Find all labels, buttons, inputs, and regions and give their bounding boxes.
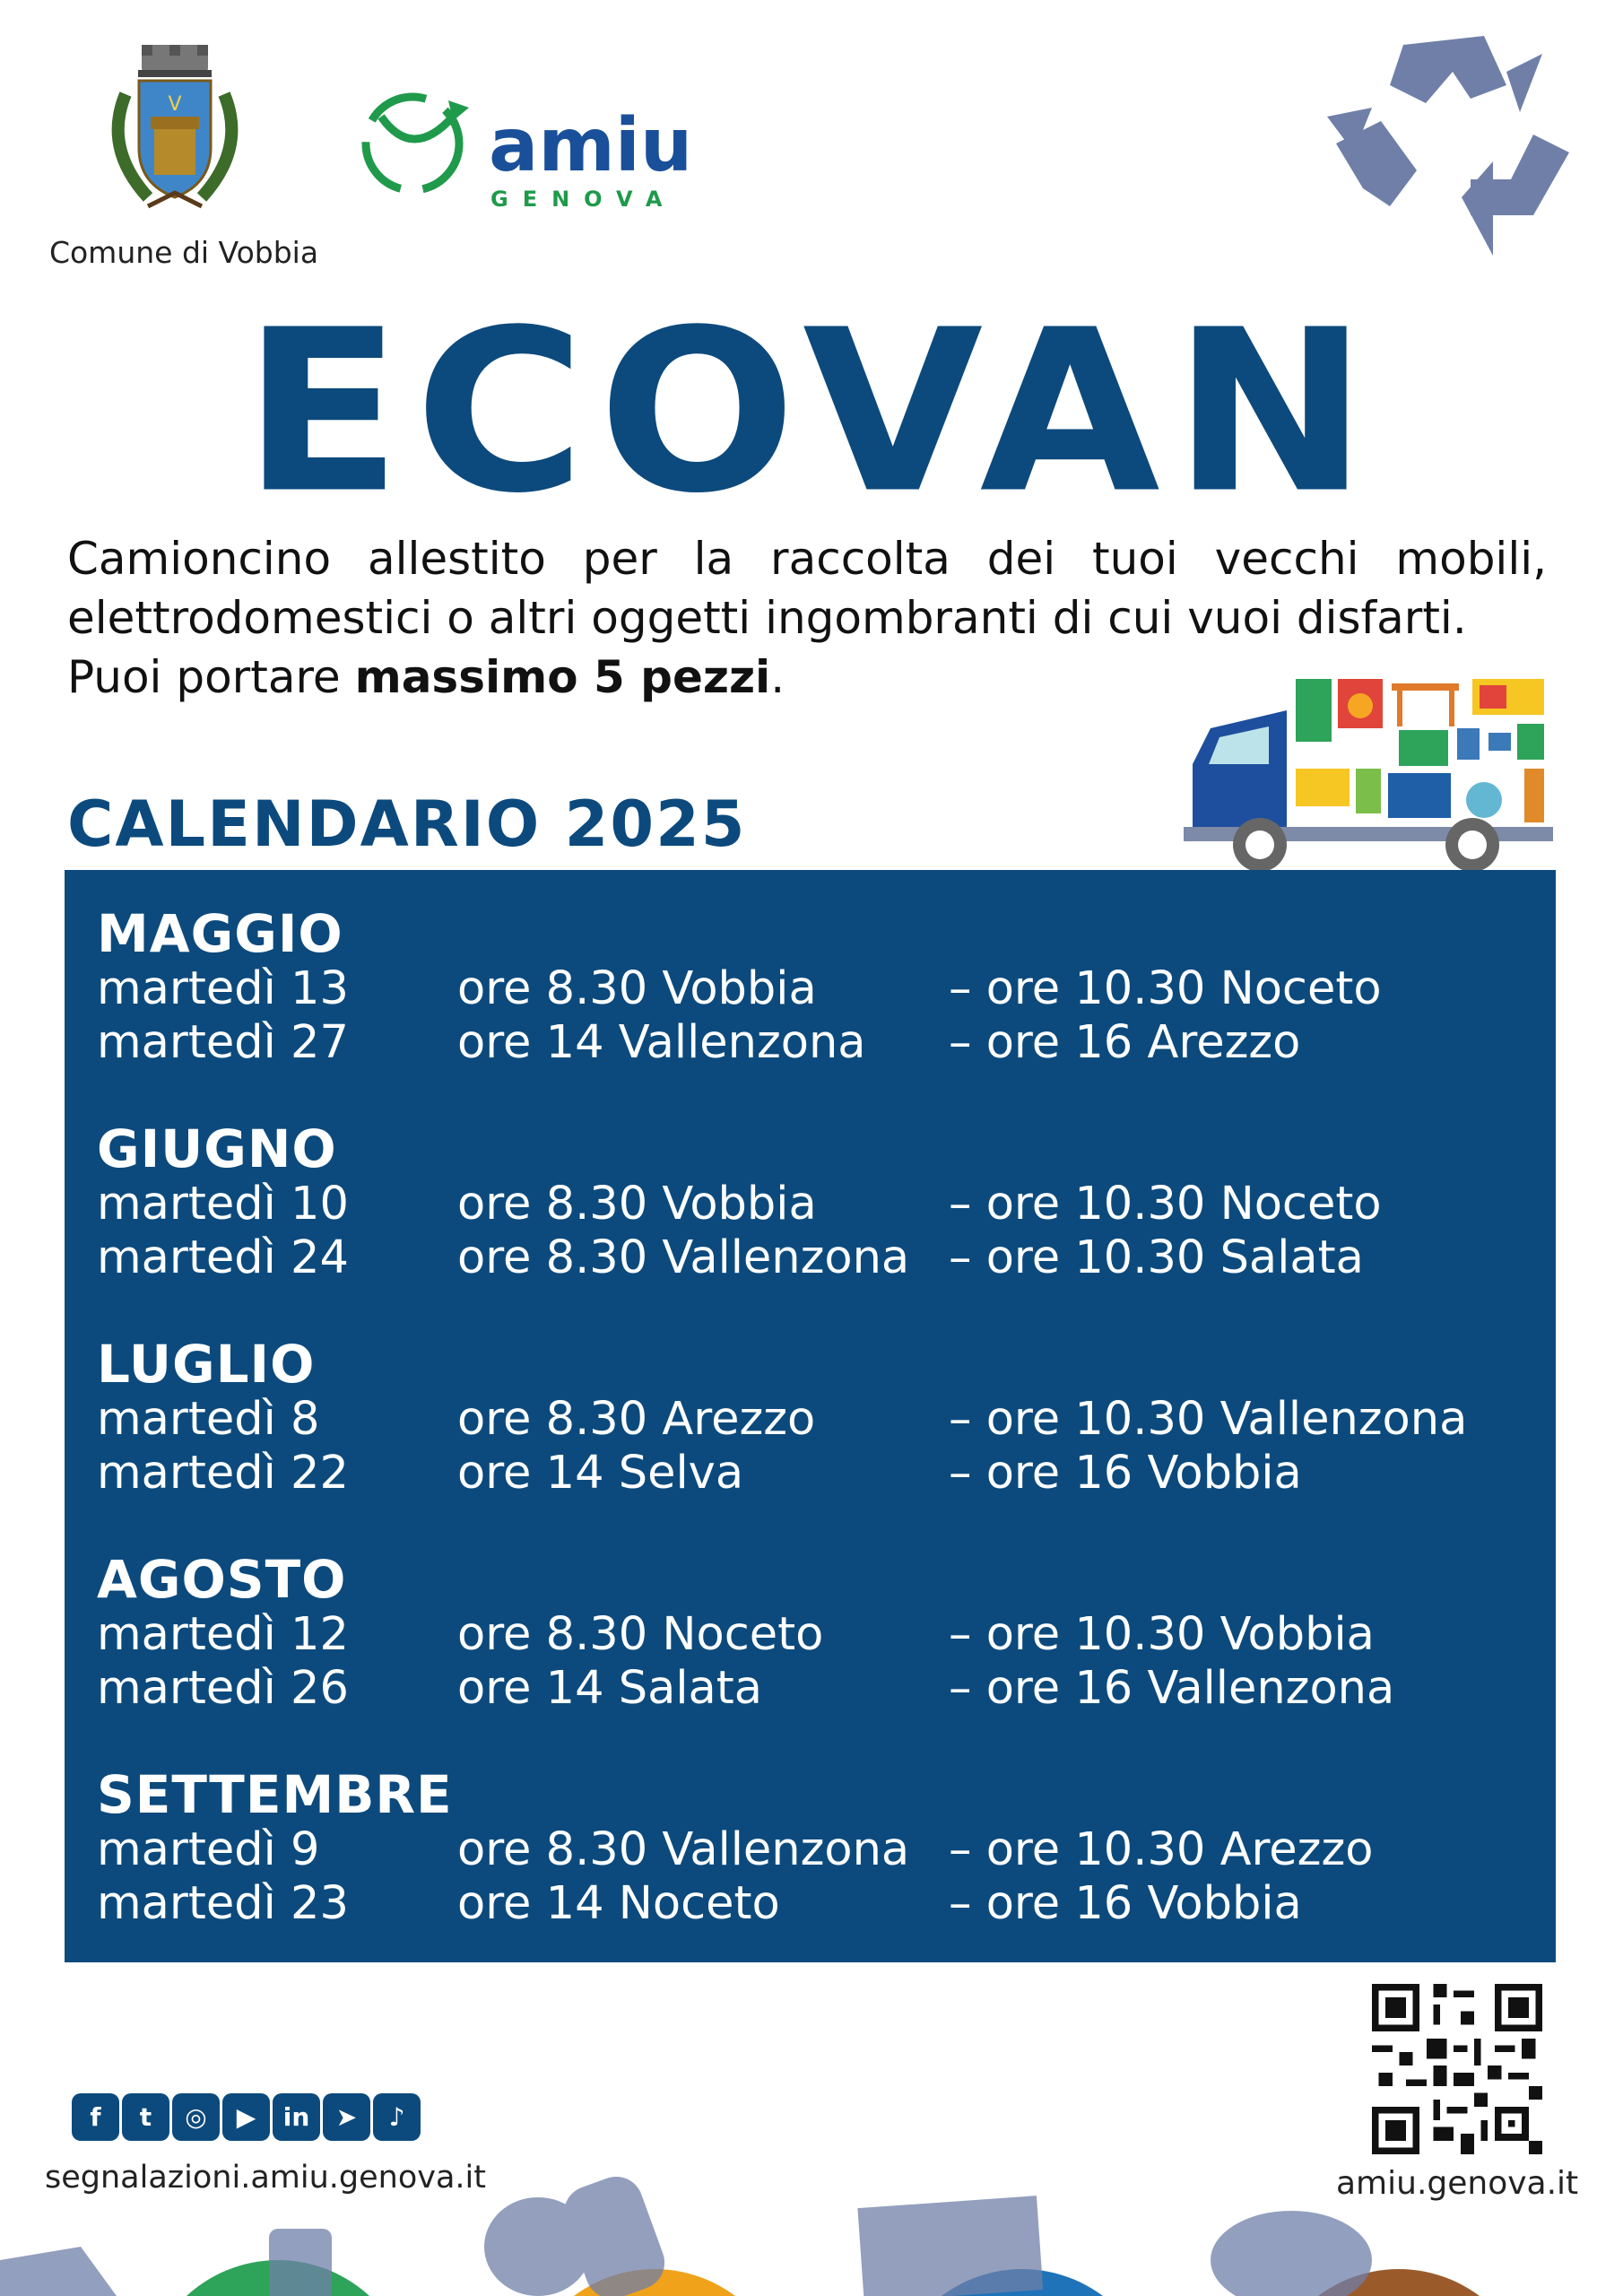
- tiktok-icon[interactable]: ♪: [373, 2093, 421, 2141]
- row-date: martedì 22: [97, 1447, 349, 1500]
- row-first-stop: ore 14 Salata: [457, 1662, 763, 1715]
- row-second-stop: – ore 16 Vobbia: [949, 1447, 1302, 1500]
- row-second-stop: – ore 10.30 Vallenzona: [949, 1393, 1468, 1446]
- row-date: martedì 13: [97, 962, 349, 1015]
- amiu-genova-logo: [354, 81, 695, 215]
- calendar-row: [65, 1877, 1556, 1931]
- qr-code: [1372, 1984, 1542, 2154]
- calendar-row: [65, 1016, 1556, 1070]
- row-second-stop: – ore 10.30 Arezzo: [949, 1823, 1374, 1876]
- row-second-stop: – ore 10.30 Salata: [949, 1231, 1364, 1284]
- intro-line1: Camioncino allestito per la raccolta dei tuoi vecchi mobili, elettrodomestici o altri oggetti ingombranti di cui vuoi disfarti.: [67, 533, 1547, 644]
- calendar-row: [65, 1823, 1556, 1877]
- row-first-stop: ore 8.30 Vobbia: [457, 1178, 817, 1231]
- calendar-row: [65, 1178, 1556, 1231]
- intro-line2-suffix: .: [770, 651, 785, 703]
- row-first-stop: ore 8.30 Vallenzona: [457, 1231, 910, 1284]
- row-second-stop: – ore 10.30 Vobbia: [949, 1608, 1375, 1661]
- telegram-icon[interactable]: ➤: [323, 2093, 370, 2141]
- segnalazioni-link[interactable]: segnalazioni.amiu.genova.it: [45, 2160, 486, 2196]
- facebook-icon[interactable]: f: [72, 2093, 119, 2141]
- row-date: martedì 26: [97, 1662, 349, 1715]
- row-date: martedì 12: [97, 1608, 349, 1661]
- row-first-stop: ore 8.30 Vobbia: [457, 962, 817, 1015]
- youtube-icon[interactable]: ▶: [222, 2093, 270, 2141]
- month-maggio: MAGGIO: [97, 903, 343, 964]
- calendar-row: [65, 1608, 1556, 1662]
- linkedin-icon[interactable]: in: [273, 2093, 320, 2141]
- row-second-stop: – ore 16 Vallenzona: [949, 1662, 1395, 1715]
- intro-line2-prefix: Puoi portare: [67, 651, 355, 703]
- site-link[interactable]: amiu.genova.it: [1336, 2165, 1579, 2202]
- svg-text:V: V: [168, 93, 182, 116]
- calendar-row: [65, 962, 1556, 1016]
- page-title: ECOVAN: [242, 283, 1381, 543]
- truck-illustration: [1184, 674, 1560, 872]
- row-first-stop: ore 8.30 Vallenzona: [457, 1823, 910, 1876]
- social-icons: [72, 2093, 421, 2144]
- row-date: martedì 9: [97, 1823, 320, 1876]
- calendar-title: CALENDARIO 2025: [67, 787, 747, 861]
- row-first-stop: ore 8.30 Arezzo: [457, 1393, 816, 1446]
- calendar-row: [65, 1393, 1556, 1447]
- month-settembre: SETTEMBRE: [97, 1764, 453, 1825]
- calendar-panel: [65, 870, 1556, 1962]
- row-second-stop: – ore 16 Vobbia: [949, 1877, 1302, 1930]
- calendar-row: [65, 1231, 1556, 1285]
- calendar-row: [65, 1447, 1556, 1500]
- intro-line2-bold: massimo 5 pezzi: [354, 651, 771, 703]
- row-date: martedì 8: [97, 1393, 320, 1446]
- twitter-icon[interactable]: t: [122, 2093, 169, 2141]
- row-date: martedì 24: [97, 1231, 349, 1284]
- row-second-stop: – ore 16 Arezzo: [949, 1016, 1301, 1069]
- row-second-stop: – ore 10.30 Noceto: [949, 962, 1382, 1015]
- recycle-icon: [1327, 36, 1578, 278]
- row-first-stop: ore 8.30 Noceto: [457, 1608, 824, 1661]
- row-date: martedì 23: [97, 1877, 349, 1930]
- month-luglio: LUGLIO: [97, 1334, 316, 1395]
- instagram-icon[interactable]: ◎: [172, 2093, 220, 2141]
- row-first-stop: ore 14 Vallenzona: [457, 1016, 866, 1069]
- comune-coat-of-arms: [99, 40, 251, 229]
- comune-label: Comune di Vobbia: [48, 235, 319, 270]
- row-second-stop: – ore 10.30 Noceto: [949, 1178, 1382, 1231]
- calendar-row: [65, 1662, 1556, 1716]
- amiu-logo-subtext: GENOVA: [490, 187, 677, 212]
- row-date: martedì 27: [97, 1016, 349, 1069]
- month-giugno: GIUGNO: [97, 1118, 337, 1179]
- row-first-stop: ore 14 Selva: [457, 1447, 744, 1500]
- row-first-stop: ore 14 Noceto: [457, 1877, 780, 1930]
- month-agosto: AGOSTO: [97, 1549, 347, 1610]
- row-date: martedì 10: [97, 1178, 349, 1231]
- amiu-logo-text: amiu: [489, 103, 693, 188]
